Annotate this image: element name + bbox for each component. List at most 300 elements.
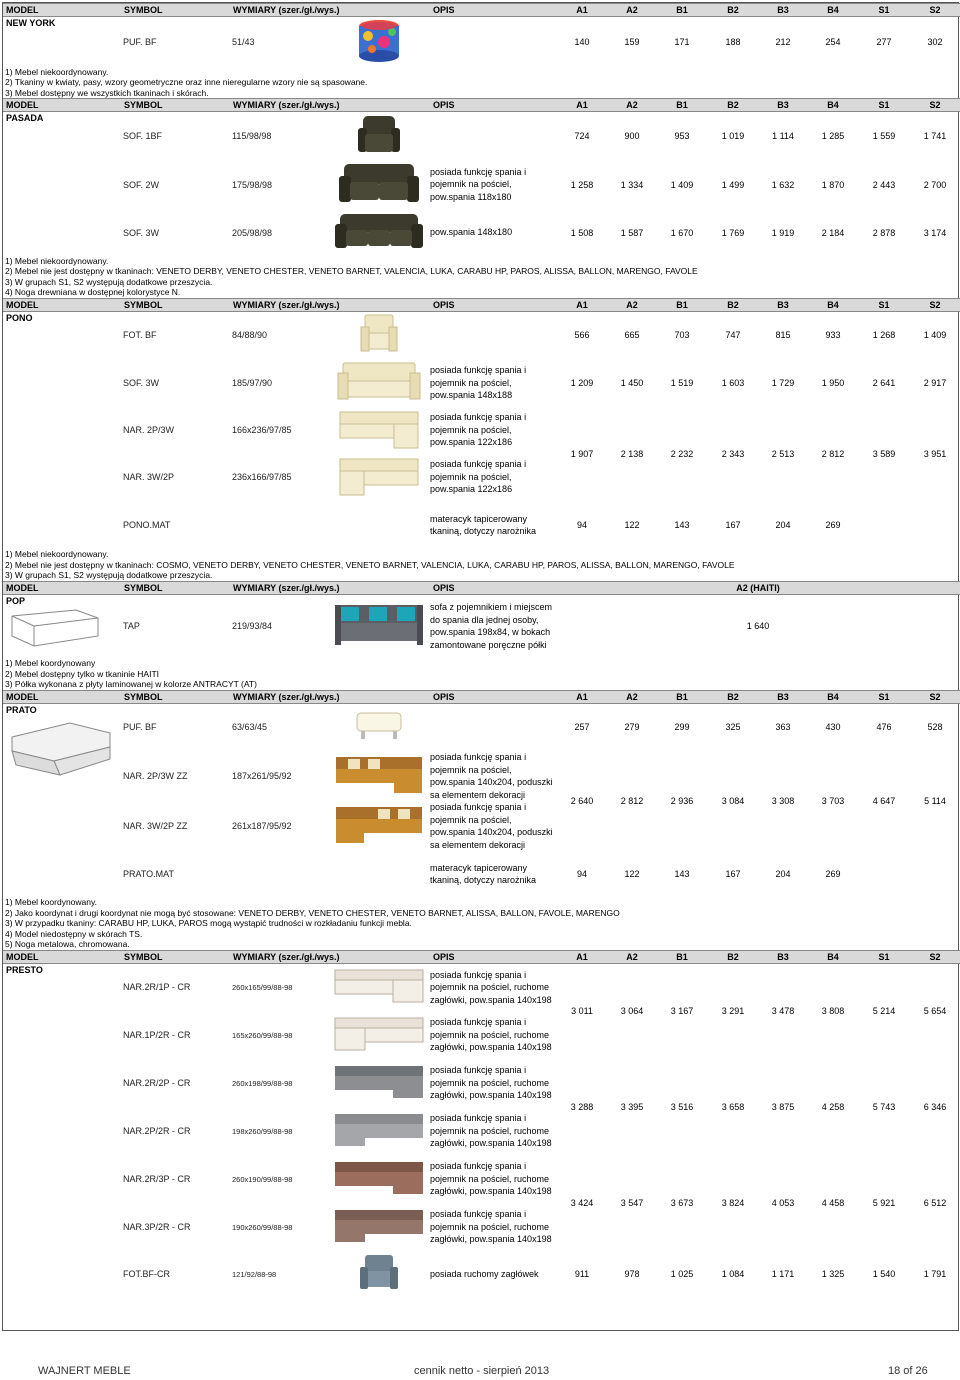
- corner-sofa-image: [328, 963, 430, 1011]
- col-desc: OPIS: [430, 298, 556, 311]
- note: 5) Noga metalowa, chromowana.: [5, 939, 130, 949]
- dims-cell: 205/98/98: [232, 227, 273, 238]
- col-symbol: SYMBOL: [121, 4, 230, 17]
- dims-cell: 260x190/99/88-98: [232, 1174, 293, 1184]
- dims-cell: 84/88/90: [232, 330, 268, 341]
- sofa-image: [328, 210, 430, 256]
- price-table: [3, 3, 960, 1297]
- price-b2: 3 291: [721, 1006, 745, 1017]
- note: 4) Model niedostępny w skórach TS.: [5, 928, 143, 939]
- price-b3: 1 632: [771, 179, 795, 190]
- price-s1: [858, 501, 910, 549]
- price-b2: 188: [725, 36, 741, 47]
- dims-cell: 165x260/99/88-98: [232, 1030, 293, 1040]
- col-a1: A1: [556, 99, 608, 112]
- desc-cell: posiada funkcję spania i pojemnik na pościel, ruchome zagłówki, pow.spania 140x198: [430, 1209, 552, 1245]
- col-b2: B2: [708, 99, 758, 112]
- dims-cell: 185/97/90: [232, 378, 273, 388]
- model-cell: [3, 594, 121, 658]
- col-b3: B3: [758, 950, 808, 963]
- note: 2) Mebel dostępny tylko w tkaninie HAITI: [5, 668, 160, 679]
- symbol-cell: TAP: [123, 621, 140, 632]
- col-s1: S1: [858, 4, 910, 17]
- price-b4: 2 812: [821, 449, 845, 459]
- col-b2: B2: [708, 950, 758, 963]
- price-b1: 299: [674, 722, 690, 733]
- model-name: PONO: [6, 312, 33, 323]
- col-desc: OPIS: [430, 4, 556, 17]
- note: 1) Mebel niekoordynowany.: [5, 255, 109, 266]
- note: 3) W przypadku tkaniny: CARABU HP, LUKA, PAROS mogą wystąpić trudności w rozkładaniu funkcji mebla.: [5, 918, 412, 928]
- image-cell: [328, 501, 430, 549]
- col-a1: A1: [556, 690, 608, 703]
- price-b1: 1 519: [670, 378, 694, 388]
- price-s2: 1 791: [923, 1269, 947, 1279]
- col-b3: B3: [758, 99, 808, 112]
- price-a1: 724: [574, 130, 590, 141]
- desc-cell: posiada funkcję spania i pojemnik na pościel, pow.spania 148x188: [430, 365, 527, 401]
- table-row: [3, 1059, 960, 1107]
- price-b3: 815: [775, 330, 791, 341]
- price-a1: 3 424: [570, 1198, 594, 1208]
- model-name: NEW YORK: [6, 18, 56, 28]
- price-b3: 2 513: [771, 449, 795, 459]
- sofa-image: [328, 594, 430, 658]
- price-s2: [910, 501, 960, 549]
- price-a1: 1 258: [570, 179, 594, 190]
- desc-cell: materacyk tapicerowany tkaniną, dotyczy narożnika: [430, 862, 537, 885]
- col-s2: S2: [910, 298, 960, 311]
- col-b2: B2: [708, 298, 758, 311]
- price-s1: 5 921: [872, 1198, 896, 1208]
- col-symbol: SYMBOL: [121, 99, 230, 112]
- dims-cell: 260x198/99/88-98: [232, 1078, 293, 1088]
- table-row: [3, 210, 960, 256]
- desc-cell: [430, 17, 556, 67]
- col-symbol: SYMBOL: [121, 690, 230, 703]
- symbol-cell: NAR. 2P/3W: [123, 425, 175, 435]
- price-b2: 3 658: [721, 1102, 745, 1112]
- table-row: [3, 851, 960, 897]
- price-b4: 254: [825, 36, 841, 47]
- price-s2: 2 700: [923, 179, 947, 190]
- price-s2: [910, 851, 960, 897]
- col-dims: WYMIARY (szer./gł./wys.): [230, 298, 430, 311]
- price-a1: 3 288: [570, 1102, 594, 1112]
- symbol-cell: SOF. 1BF: [123, 130, 163, 141]
- price-b3: 3 875: [771, 1102, 795, 1112]
- price-s1: 1 540: [872, 1269, 896, 1279]
- note: 2) Jako koordynat i drugi koordynat nie mogą być stosowane: VENETO DERBY, VENETO CHESTER, VENETO BARNET, ALISSA, BALLON, FAVOLE, MARENGO: [5, 907, 620, 918]
- price-b3: 1 919: [771, 227, 795, 238]
- dims-cell: 175/98/98: [232, 179, 273, 190]
- col-s2: S2: [910, 99, 960, 112]
- price-s1: 2 641: [872, 378, 896, 388]
- symbol-cell: SOF. 3W: [123, 378, 160, 388]
- symbol-cell: PONO.MAT: [123, 520, 171, 530]
- price-s2: 2 917: [923, 378, 947, 388]
- corner-sofa-image: [328, 1155, 430, 1203]
- symbol-cell: SOF. 2W: [123, 179, 160, 190]
- footer-page: 18 of 26: [888, 1365, 928, 1377]
- desc-cell: sofa z pojemnikiem i miejscem do spania dla jednej osoby, pow.spania 198x84, w bokach zamontowane poręczne półki: [430, 602, 553, 650]
- col-s1: S1: [858, 950, 910, 963]
- corner-sofa-image: [328, 407, 430, 453]
- price-b1: 143: [674, 869, 690, 879]
- price-a1: 2 640: [570, 796, 594, 806]
- footer-company: WAJNERT MEBLE: [38, 1365, 131, 1377]
- col-dims: WYMIARY (szer./gł./wys.): [230, 950, 430, 963]
- col-b1: B1: [656, 4, 708, 17]
- price-b2: 3 824: [721, 1198, 745, 1208]
- desc-cell: [430, 703, 556, 751]
- dims-cell: 261x187/95/92: [232, 821, 292, 831]
- price-b3: 4 053: [771, 1198, 795, 1208]
- desc-cell: posiada funkcję spania i pojemnik na pościel, pow.spania 140x204, poduszki sa elementem dekoracji: [430, 752, 553, 800]
- col-model: MODEL: [3, 581, 121, 594]
- symbol-cell: NAR.3P/2R - CR: [123, 1222, 191, 1232]
- price-s1: 277: [876, 36, 892, 47]
- price-b1: 3 167: [670, 1006, 694, 1017]
- armchair-image: [328, 112, 430, 160]
- desc-cell: [430, 112, 556, 160]
- table-row: [3, 703, 960, 751]
- symbol-cell: FOT.BF-CR: [123, 1269, 170, 1279]
- symbol-cell: SOF. 3W: [123, 227, 160, 238]
- price-s1: 1 559: [872, 130, 896, 141]
- price-s1: 5 214: [872, 1006, 896, 1017]
- column-header-row: [3, 690, 960, 703]
- price-a2: 900: [624, 130, 640, 141]
- price-s2: 1 409: [923, 330, 947, 341]
- corner-sofa-image: [328, 1107, 430, 1155]
- col-b4: B4: [808, 298, 858, 311]
- price-b2: 167: [725, 520, 741, 530]
- model-name: PRATO: [6, 704, 37, 715]
- dims-cell: 115/98/98: [232, 130, 272, 141]
- column-header-row: [3, 298, 960, 311]
- armchair-image: [328, 1251, 430, 1297]
- price-b4: 3 808: [821, 1006, 845, 1017]
- price-a1: 1 907: [570, 449, 594, 459]
- price-s1: 5 743: [872, 1102, 896, 1112]
- price-b4: 1 950: [821, 378, 845, 388]
- symbol-cell: PUF. BF: [123, 36, 157, 47]
- dims-cell: 219/93/84: [232, 621, 273, 632]
- col-a2: A2: [608, 298, 656, 311]
- corner-sofa-image: [328, 453, 430, 501]
- col-b3: B3: [758, 298, 808, 311]
- corner-sofa-image: [328, 751, 430, 801]
- corner-sofa-image: [328, 801, 430, 851]
- symbol-cell: NAR.1P/2R - CR: [123, 1030, 191, 1040]
- column-header-row: [3, 950, 960, 963]
- symbol-cell: NAR.2P/2R - CR: [123, 1126, 191, 1136]
- table-row: [3, 1251, 960, 1297]
- price-a1: 1 209: [570, 378, 594, 388]
- col-desc: OPIS: [430, 690, 556, 703]
- price-b2: 325: [725, 722, 741, 733]
- model-name: PASADA: [6, 113, 44, 123]
- price-b4: 2 184: [821, 227, 845, 238]
- table-row: [3, 311, 960, 359]
- price-s2: 5 654: [923, 1006, 947, 1017]
- price-b1: 953: [674, 130, 690, 141]
- symbol-cell: NAR.2R/1P - CR: [123, 982, 191, 993]
- symbol-cell: PRATO.MAT: [123, 869, 175, 879]
- note: 4) Noga drewniana w dostępnej kolorystyce N.: [5, 287, 181, 297]
- table-row: [3, 407, 960, 453]
- column-header-row: [3, 581, 960, 594]
- col-s2: S2: [910, 690, 960, 703]
- desc-cell: materacyk tapicerowany tkaniną, dotyczy narożnika: [430, 513, 537, 536]
- desc-cell: posiada funkcję spania i pojemnik na pościel, pow.spania 118x180: [430, 166, 527, 202]
- note: 3) W grupach S1, S2 występują dodatkowe przeszycia.: [5, 570, 213, 580]
- sofa-image: [328, 160, 430, 210]
- table-row: [3, 112, 960, 160]
- pouf-image: [328, 17, 430, 67]
- price-b1: 1 409: [670, 179, 694, 190]
- price-s1: 1 268: [872, 330, 896, 341]
- model-name: PRESTO: [6, 964, 43, 975]
- price-a2: 1 334: [620, 179, 644, 190]
- price-b3: 1 171: [771, 1269, 795, 1279]
- desc-cell: posiada funkcję spania i pojemnik na pościel, ruchome zagłówki, pow.spania 140x198: [430, 1161, 552, 1197]
- price-s2: 5 114: [924, 796, 946, 806]
- price-b3: 3 478: [771, 1006, 795, 1017]
- price-a2: 122: [624, 869, 640, 879]
- dims-cell: 198x260/99/88-98: [232, 1126, 293, 1136]
- col-s2: S2: [910, 950, 960, 963]
- symbol-cell: PUF. BF: [123, 722, 157, 733]
- price-a2: 1 587: [620, 227, 644, 238]
- symbol-cell: NAR. 2P/3W ZZ: [123, 771, 188, 781]
- price-a2: 1 450: [620, 378, 644, 388]
- corner-sofa-image: [328, 1011, 430, 1059]
- note: 3) Półka wykonana z płyty laminowanej w kolorze ANTRACYT (AT): [5, 679, 257, 689]
- table-row: [3, 751, 960, 801]
- col-b3: B3: [758, 690, 808, 703]
- price-b2: 1 499: [721, 179, 745, 190]
- price-a1: 257: [574, 722, 590, 733]
- col-b1: B1: [656, 690, 708, 703]
- price-s1: 2 878: [872, 227, 896, 238]
- price-a2: 665: [624, 330, 640, 341]
- col-b3: B3: [758, 4, 808, 17]
- dims-cell: 166x236/97/85: [232, 425, 292, 435]
- col-dims: WYMIARY (szer./gł./wys.): [230, 4, 430, 17]
- col-b4: B4: [808, 690, 858, 703]
- table-row: [3, 359, 960, 407]
- price-s1: 4 647: [872, 796, 896, 806]
- corner-sofa-technical-drawing: [6, 715, 116, 785]
- col-b2: B2: [708, 690, 758, 703]
- price-s1: [858, 851, 910, 897]
- col-dims: WYMIARY (szer./gł./wys.): [230, 690, 430, 703]
- table-row: [3, 17, 960, 67]
- col-b2: B2: [708, 4, 758, 17]
- col-desc: OPIS: [430, 950, 556, 963]
- dims-cell: [230, 501, 328, 549]
- price-b2: 1 084: [721, 1269, 745, 1279]
- col-a2: A2: [608, 4, 656, 17]
- price-s1: 476: [876, 722, 892, 733]
- sofa-image: [328, 359, 430, 407]
- symbol-cell: NAR. 3W/2P: [123, 472, 175, 482]
- desc-cell: posiada funkcję spania i pojemnik na pościel, ruchome zagłówki, pow.spania 140x198: [430, 1065, 552, 1101]
- symbol-cell: NAR. 3W/2P ZZ: [123, 821, 188, 831]
- price-b4: 269: [825, 869, 841, 879]
- price-b2: 747: [725, 330, 741, 341]
- price-b3: 1 114: [772, 130, 794, 141]
- dims-cell: 121/92/88-98: [232, 1269, 277, 1279]
- price-sheet: [2, 2, 959, 1331]
- note: 2) Mebel nie jest dostępny w tkaninach: VENETO DERBY, VENETO CHESTER, VENETO BARNET, VALENCIA, LUKA, CARABU HP, PAROS, ALISSA, BALLON, MARENGO, FAVOLE: [5, 266, 698, 276]
- price-s1: 3 589: [872, 449, 896, 459]
- desc-cell: posiada funkcję spania i pojemnik na pościel, ruchome zagłówki, pow.spania 140x198: [430, 1017, 552, 1053]
- dims-cell: [230, 851, 328, 897]
- table-row: [3, 963, 960, 1011]
- price-b2: 3 084: [721, 796, 745, 806]
- price-b1: 171: [674, 36, 690, 47]
- dims-cell: 63/63/45: [232, 722, 268, 733]
- note: 3) Mebel dostępny we wszystkich tkaninach i skórach.: [5, 87, 209, 98]
- price-b1: 3 516: [670, 1102, 694, 1112]
- price-b3: 3 308: [771, 796, 795, 806]
- col-model: MODEL: [3, 4, 121, 17]
- desc-cell: posiada ruchomy zagłówek: [430, 1268, 539, 1279]
- footer-pricelist: cennik netto - sierpień 2013: [414, 1365, 550, 1377]
- price-b2: 1 769: [721, 227, 745, 238]
- dims-cell: 260x165/99/88-98: [232, 982, 293, 992]
- price-b3: 1 729: [771, 378, 795, 388]
- price-b1: 1 670: [670, 227, 694, 238]
- note: 1) Mebel koordynowany.: [5, 897, 97, 907]
- price-b1: 3 673: [670, 1198, 694, 1208]
- price-s2: 3 174: [923, 227, 947, 238]
- desc-cell: pow.spania 148x180: [430, 227, 513, 238]
- armchair-image: [328, 311, 430, 359]
- price-a2: 3 064: [620, 1006, 644, 1017]
- table-row: [3, 160, 960, 210]
- corner-sofa-image: [328, 1059, 430, 1107]
- col-desc: OPIS: [430, 581, 556, 594]
- price-s2: 302: [927, 36, 943, 47]
- price-s2: 6 512: [923, 1198, 947, 1208]
- price-b2: 2 343: [721, 449, 745, 459]
- note: 3) W grupach S1, S2 występują dodatkowe przeszycia.: [5, 276, 213, 287]
- desc-cell: posiada funkcję spania i pojemnik na pościel, pow.spania 122x186: [430, 412, 527, 448]
- dims-cell: 51/43: [232, 36, 255, 47]
- col-a2-haiti: A2 (HAITI): [556, 581, 960, 594]
- price-a1: 94: [576, 520, 587, 530]
- col-a1: A1: [556, 4, 608, 17]
- col-dims: WYMIARY (szer./gł./wys.): [230, 99, 430, 112]
- table-row: [3, 1155, 960, 1203]
- price-b4: 4 258: [821, 1102, 845, 1112]
- col-a2: A2: [608, 950, 656, 963]
- table-row: [3, 501, 960, 549]
- dims-cell: 190x260/99/88-98: [232, 1222, 293, 1232]
- price-b1: 1 025: [670, 1269, 694, 1279]
- col-model: MODEL: [3, 99, 121, 112]
- pouf-image: [328, 703, 430, 751]
- note: 1) Mebel niekoordynowany.: [5, 549, 109, 559]
- price-b1: 143: [674, 520, 690, 530]
- price-b1: 703: [674, 330, 690, 341]
- col-b1: B1: [656, 99, 708, 112]
- col-dims: WYMIARY (szer./gł./wys.): [230, 581, 430, 594]
- model-cell: [3, 703, 121, 897]
- sofa-technical-drawing: [6, 606, 102, 650]
- symbol-cell: FOT. BF: [123, 330, 157, 341]
- price-b3: 204: [775, 520, 791, 530]
- col-symbol: SYMBOL: [121, 298, 230, 311]
- price-b4: 4 458: [821, 1198, 845, 1208]
- col-model: MODEL: [3, 298, 121, 311]
- price-a2: 3 547: [620, 1198, 644, 1208]
- col-desc: OPIS: [430, 99, 556, 112]
- price-a1: 911: [574, 1269, 590, 1279]
- symbol-cell: NAR.2R/3P - CR: [123, 1174, 191, 1184]
- price-b2: 1 603: [721, 378, 745, 388]
- price-a2: 978: [624, 1269, 640, 1279]
- price-s1: 2 443: [872, 179, 896, 190]
- price-a2: 2 138: [620, 449, 644, 459]
- price-b1: 2 232: [670, 449, 694, 459]
- desc-cell: posiada funkcję spania i pojemnik na pościel, pow.spania 122x186: [430, 459, 527, 495]
- price-a2: 122: [624, 520, 640, 530]
- price-b4: 1 870: [821, 179, 845, 190]
- price-b3: 363: [775, 722, 791, 733]
- col-symbol: SYMBOL: [121, 581, 230, 594]
- price-s2: 6 346: [923, 1102, 947, 1112]
- price-a1: 140: [574, 36, 590, 47]
- note: 1) Mebel niekoordynowany.: [5, 66, 109, 77]
- desc-cell: posiada funkcję spania i pojemnik na pościel, ruchome zagłówki, pow.spania 140x198: [430, 1113, 552, 1149]
- price-a2: 279: [624, 722, 640, 733]
- table-row: [3, 594, 960, 658]
- symbol-cell: NAR.2R/2P - CR: [123, 1078, 191, 1088]
- image-cell: [328, 851, 430, 897]
- price-b1: 2 936: [670, 796, 694, 806]
- note: 2) Mebel nie jest dostępny w tkaninach: COSMO, VENETO DERBY, VENETO CHESTER, VENETO BARNET, VALENCIA, LUKA, CARABU HP, PAROS, ALISSA, BALLON, MARENGO, FAVOLE: [5, 559, 735, 570]
- corner-sofa-image: [328, 1203, 430, 1251]
- price-a1: 566: [574, 330, 590, 341]
- price-s2: 3 951: [923, 449, 947, 459]
- col-a1: A1: [556, 298, 608, 311]
- price-a1: 94: [576, 869, 587, 879]
- col-b1: B1: [656, 950, 708, 963]
- col-a1: A1: [556, 950, 608, 963]
- col-model: MODEL: [3, 950, 121, 963]
- column-header-row: [3, 99, 960, 112]
- price-b4: 3 703: [821, 796, 845, 806]
- col-b4: B4: [808, 4, 858, 17]
- price-a2: 2 812: [620, 796, 644, 806]
- note: 1) Mebel koordynowany: [5, 658, 96, 668]
- price-a2: 159: [624, 36, 640, 47]
- desc-cell: [430, 311, 556, 359]
- col-symbol: SYMBOL: [121, 950, 230, 963]
- col-s1: S1: [858, 690, 910, 703]
- price-a2-haiti: 1 640: [746, 621, 770, 632]
- price-b4: 269: [825, 520, 841, 530]
- desc-cell: posiada funkcję spania i pojemnik na pościel, pow.spania 140x204, poduszki sa elementem dekoracji: [430, 802, 553, 850]
- price-b3: 204: [775, 869, 791, 879]
- model-name: POP: [6, 595, 26, 606]
- price-a1: 1 508: [570, 227, 594, 238]
